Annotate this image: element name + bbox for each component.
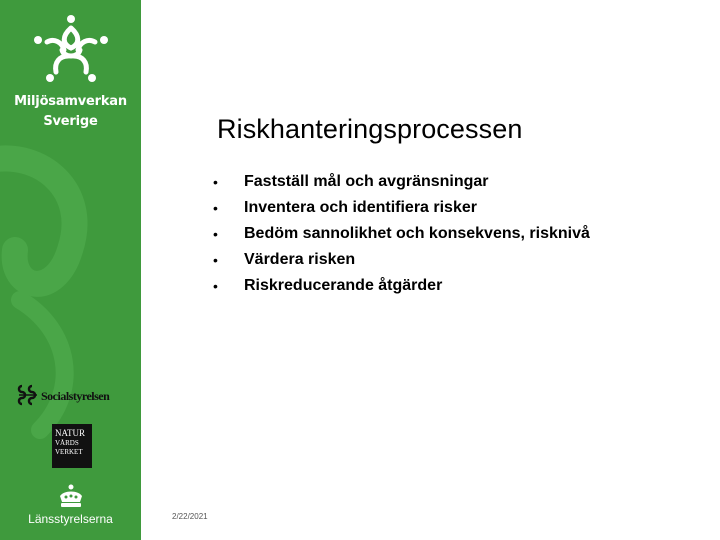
naturvardsverket-line2: VÅRDS bbox=[55, 439, 79, 447]
bullet-marker: • bbox=[213, 200, 218, 216]
lansstyrelserna-label: Länsstyrelserna bbox=[28, 512, 113, 526]
sidebar bbox=[0, 0, 141, 540]
naturvardsverket-line3: VERKET bbox=[55, 448, 83, 456]
bullet-marker: • bbox=[213, 174, 218, 190]
bullet-marker: • bbox=[213, 278, 218, 294]
slide-date: 2/22/2021 bbox=[172, 512, 208, 521]
bullet-text: Inventera och identifiera risker bbox=[244, 199, 477, 216]
list-item bbox=[210, 276, 680, 302]
brand-name-line2: Sverige bbox=[43, 114, 98, 129]
list-item bbox=[210, 172, 680, 198]
bullet-list bbox=[210, 172, 680, 302]
lansstyrelserna-logo bbox=[0, 484, 141, 530]
socialstyrelsen-emblem-icon bbox=[16, 382, 40, 406]
bullet-marker: • bbox=[213, 252, 218, 268]
bullet-text: Värdera risken bbox=[244, 251, 356, 268]
bullet-text: Fastställ mål och avgränsningar bbox=[244, 173, 489, 190]
socialstyrelsen-label: Socialstyrelsen bbox=[41, 389, 110, 403]
brand-name-line1: Miljösamverkan bbox=[14, 94, 127, 109]
bullet-text: Riskreducerande åtgärder bbox=[244, 277, 443, 294]
list-item bbox=[210, 198, 680, 224]
flower-logo-icon bbox=[32, 14, 110, 86]
naturvardsverket-logo bbox=[52, 424, 92, 468]
socialstyrelsen-logo bbox=[16, 380, 128, 410]
naturvardsverket-line1: NATUR bbox=[55, 428, 86, 438]
slide-title: Riskhanteringsprocessen bbox=[217, 114, 523, 144]
list-item bbox=[210, 224, 680, 250]
bullet-text: Bedöm sannolikhet och konsekvens, risknivå bbox=[244, 225, 590, 242]
bullet-marker: • bbox=[213, 226, 218, 242]
list-item bbox=[210, 250, 680, 276]
crown-icon bbox=[56, 484, 86, 510]
